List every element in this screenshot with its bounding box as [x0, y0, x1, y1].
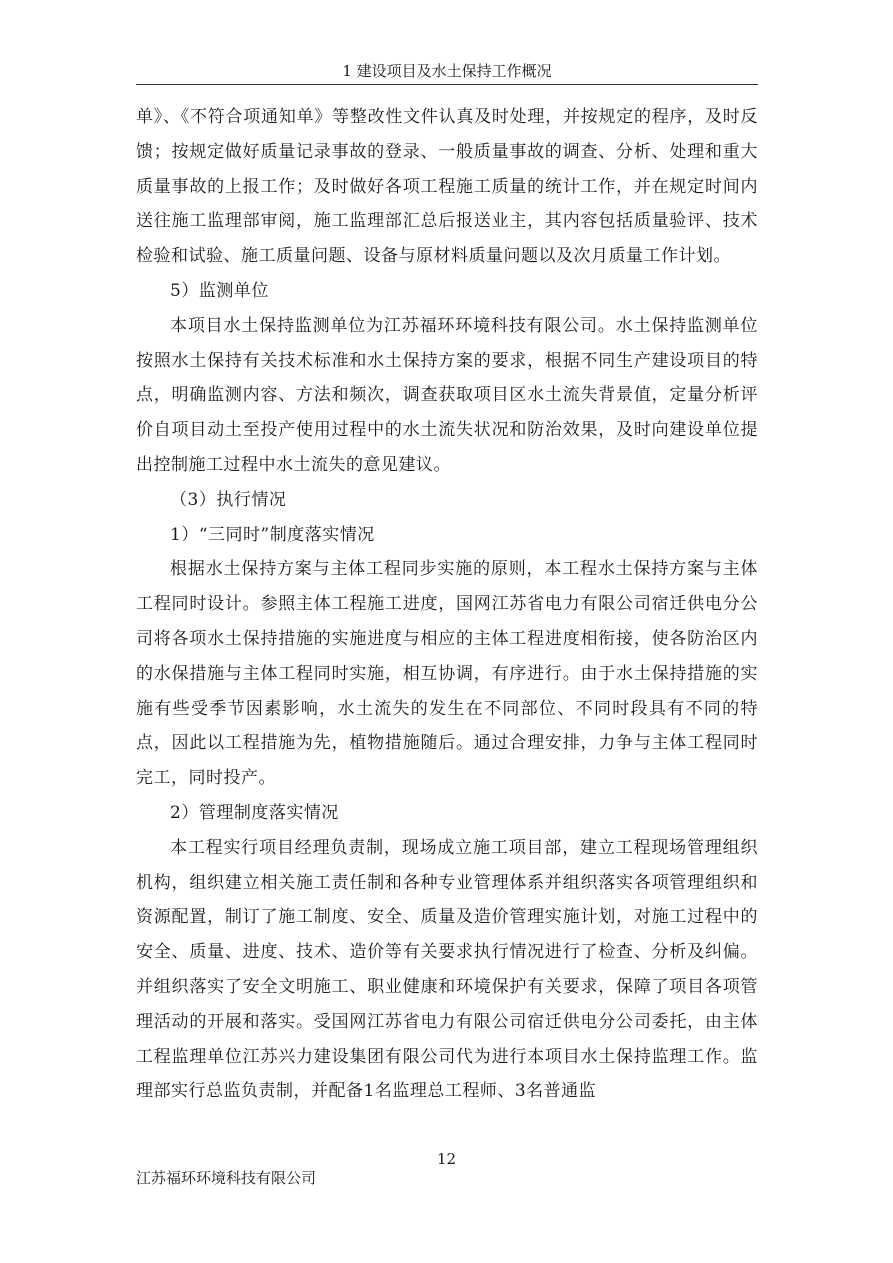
paragraph-quality-reporting: 单》、《不符合项通知单》等整改性文件认真及时处理，并按规定的程序，及时反馈；按规定做好质量记录事故的登录、一般质量事故的调查、分析、处理和重大质量事故的上报工作；及时做好各项工程施工质量的统计工作，并在规定时间内送往施工监理部审阅，施工监理部汇总后报送业主，其内容包括质量验评、技术检验和试验、施工质量问题、设备与原材料质量问题以及次月质量工作计划。 — [136, 107, 758, 267]
page-header — [136, 58, 758, 85]
document-body — [136, 100, 758, 1109]
heading-management-system: 2）管理制度落实情况 — [170, 802, 339, 823]
page-number: 12 — [436, 1150, 457, 1168]
header-title: 1 建设项目及水土保持工作概况 — [342, 62, 552, 80]
footer-company: 江苏福环环境科技有限公司 — [136, 1169, 317, 1187]
heading-monitoring-unit: 5）监测单位 — [170, 280, 269, 301]
heading-execution-status: （3）执行情况 — [170, 489, 287, 510]
paragraph-three-simultaneous: 根据水土保持方案与主体工程同步实施的原则，本工程水土保持方案与主体工程同时设计。参照主体工程施工进度，国网江苏省电力有限公司宿迁供电分公司将各项水土保持措施的实施进度与相应的主体工程进度相衔接，使各防治区内的水保措施与主体工程同时实施，相互协调，有序进行。由于水土保持措施的实施有些受季节因素影响，水土流失的发生在不同部位、不同时段具有不同的特点，因此以工程措施为先，植物措施随后。通过合理安排，力争与主体工程同时完工，同时投产。 — [136, 559, 758, 789]
paragraph-monitoring-unit: 本项目水土保持监测单位为江苏福环环境科技有限公司。水土保持监测单位按照水土保持有关技术标准和水土保持方案的要求，根据不同生产建设项目的特点，明确监测内容、方法和频次，调查获取项目区水土流失背景值，定量分析评价自项目动土至投产使用过程中的水土流失状况和防治效果，及时向建设单位提出控制施工过程中水土流失的意见建议。 — [136, 315, 758, 475]
paragraph-management-system: 本工程实行项目经理负责制，现场成立施工项目部，建立工程现场管理组织机构，组织建立相关施工责任制和各种专业管理体系并组织落实各项管理组织和资源配置，制订了施工制度、安全、质量及造价管理实施计划，对施工过程中的安全、质量、进度、技术、造价等有关要求执行情况进行了检查、分析及纠偏。并组织落实了安全文明施工、职业健康和环境保护有关要求，保障了项目各项管理活动的开展和落实。受国网江苏省电力有限公司宿迁供电分公司委托，由主体工程监理单位江苏兴力建设集团有限公司代为进行本项目水土保持监理工作。监理部实行总监负责制，并配备1名监理总工程师、3名普通监 — [136, 837, 758, 1102]
page-footer — [136, 1167, 316, 1188]
heading-three-simultaneous: 1）“三同时”制度落实情况 — [170, 524, 375, 545]
